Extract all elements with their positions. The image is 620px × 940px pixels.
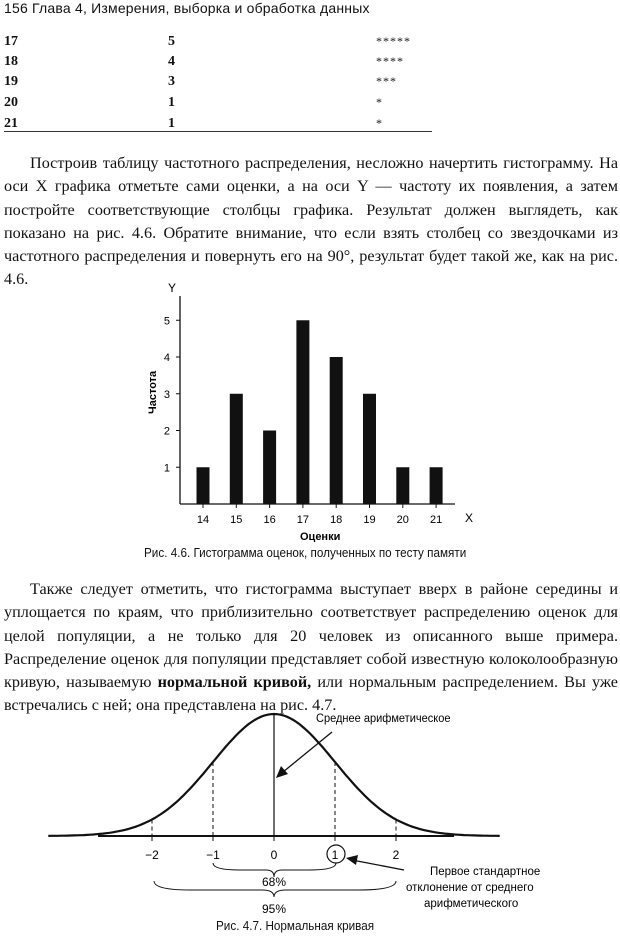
frequency-cell: 5 xyxy=(168,34,175,49)
x-axis-label: Оценки xyxy=(300,531,341,542)
table-row xyxy=(4,34,432,54)
stars-cell: **** xyxy=(376,54,404,68)
table-row xyxy=(4,54,432,74)
histogram-bar xyxy=(263,431,276,504)
stars-cell: ***** xyxy=(376,34,411,48)
page-header: 156 Глава 4, Измерения, выборка и обработка данных xyxy=(4,0,370,16)
x-tick-label: 0 xyxy=(270,848,278,862)
x-tick-label: −1 xyxy=(206,848,220,862)
y-axis-letter: Y xyxy=(168,281,177,295)
table-bottom-rule xyxy=(4,131,432,132)
y-tick-label: 4 xyxy=(163,352,170,365)
sd-arrowhead-icon xyxy=(346,855,358,865)
x-tick-label: 18 xyxy=(330,514,343,526)
sd-label-line3: арифметического xyxy=(424,898,519,910)
histogram-bar xyxy=(296,320,309,504)
histogram-bar xyxy=(330,357,343,504)
histogram-bar xyxy=(430,467,443,504)
x-tick-label: 20 xyxy=(396,514,409,526)
normal-curve-figure xyxy=(0,700,620,918)
x-tick-label: 1 xyxy=(331,848,339,862)
frequency-cell: 4 xyxy=(168,54,175,69)
mean-arrowhead-icon xyxy=(276,766,288,778)
x-tick-label: 16 xyxy=(263,514,276,526)
x-tick-label: 17 xyxy=(296,514,310,526)
histogram-figure xyxy=(0,280,620,542)
histogram-bar xyxy=(396,467,409,504)
table-row xyxy=(4,95,432,115)
y-axis-label: Частота xyxy=(147,370,159,414)
stars-cell: *** xyxy=(376,74,397,88)
stars-cell: * xyxy=(376,116,383,130)
score-cell: 18 xyxy=(4,54,18,69)
y-tick-label: 3 xyxy=(163,388,170,401)
x-tick-label: −2 xyxy=(145,848,159,862)
sd-label-line2: отклонение от среднего xyxy=(406,882,534,894)
x-tick-label: 2 xyxy=(392,848,400,862)
x-tick-label: 14 xyxy=(196,514,210,526)
y-tick-label: 5 xyxy=(163,315,170,328)
x-tick-label: 15 xyxy=(230,514,243,526)
score-cell: 20 xyxy=(4,95,18,110)
label-68-percent: 68% xyxy=(262,875,287,889)
histogram-bar xyxy=(197,467,210,504)
paragraph-text: или нормальным распределением. Вы уже встречались с ней; она представлена на рис. 4.7. xyxy=(4,673,618,715)
score-cell: 19 xyxy=(4,74,18,89)
histogram-bar xyxy=(230,394,243,504)
frequency-cell: 1 xyxy=(168,116,175,131)
bold-term: нормальной кривой, xyxy=(157,673,312,692)
paragraph-histogram-intro: Построив таблицу частотного распределения, несложно начертить гистограмму. На оси X графика отметьте сами оценки, а на оси Y — частоту их появления, а затем постройте соответствующие столбцы графика. Результат должен выглядеть, как показано на рис. 4.6. Обратите внимание, что если взять столбец со звездочками из частотного распределения и повернуть его на 90°, результат будет такой же, как на рис. 4.6. xyxy=(4,154,618,289)
mean-label: Среднее арифметическое xyxy=(315,712,451,726)
label-95-percent: 95% xyxy=(262,902,287,916)
score-cell: 21 xyxy=(4,116,18,131)
frequency-cell: 3 xyxy=(168,74,175,89)
histogram-bar xyxy=(363,394,376,504)
y-tick-label: 2 xyxy=(163,425,170,438)
sd-label-line1: Первое стандартное xyxy=(430,866,541,878)
x-axis-letter: X xyxy=(465,511,474,525)
table-row xyxy=(4,116,432,136)
figure-4-6-caption: Рис. 4.6. Гистограмма оценок, полученных по тесту памяти xyxy=(144,545,467,560)
table-row xyxy=(4,74,432,94)
figure-4-7-caption: Рис. 4.7. Нормальная кривая xyxy=(216,918,375,933)
x-tick-label: 19 xyxy=(363,514,376,526)
mean-arrow-line xyxy=(283,732,332,772)
paragraph-text: Также следует отметить, что гистограмма выступает вверх в районе середины и уплощается по краям, что приблизительно соответствует распределению оценок для целой популяции, а не только для 20 человек из описанного выше примера. Распределение оценок для популяции представляет собой известную колоколообразную кривую, называемую xyxy=(4,580,618,692)
stars-cell: * xyxy=(376,95,383,109)
paragraph-normal-curve xyxy=(4,578,618,718)
y-tick-label: 1 xyxy=(163,462,170,475)
frequency-cell: 1 xyxy=(168,95,175,110)
x-tick-label: 21 xyxy=(429,514,443,526)
score-cell: 17 xyxy=(4,34,18,49)
